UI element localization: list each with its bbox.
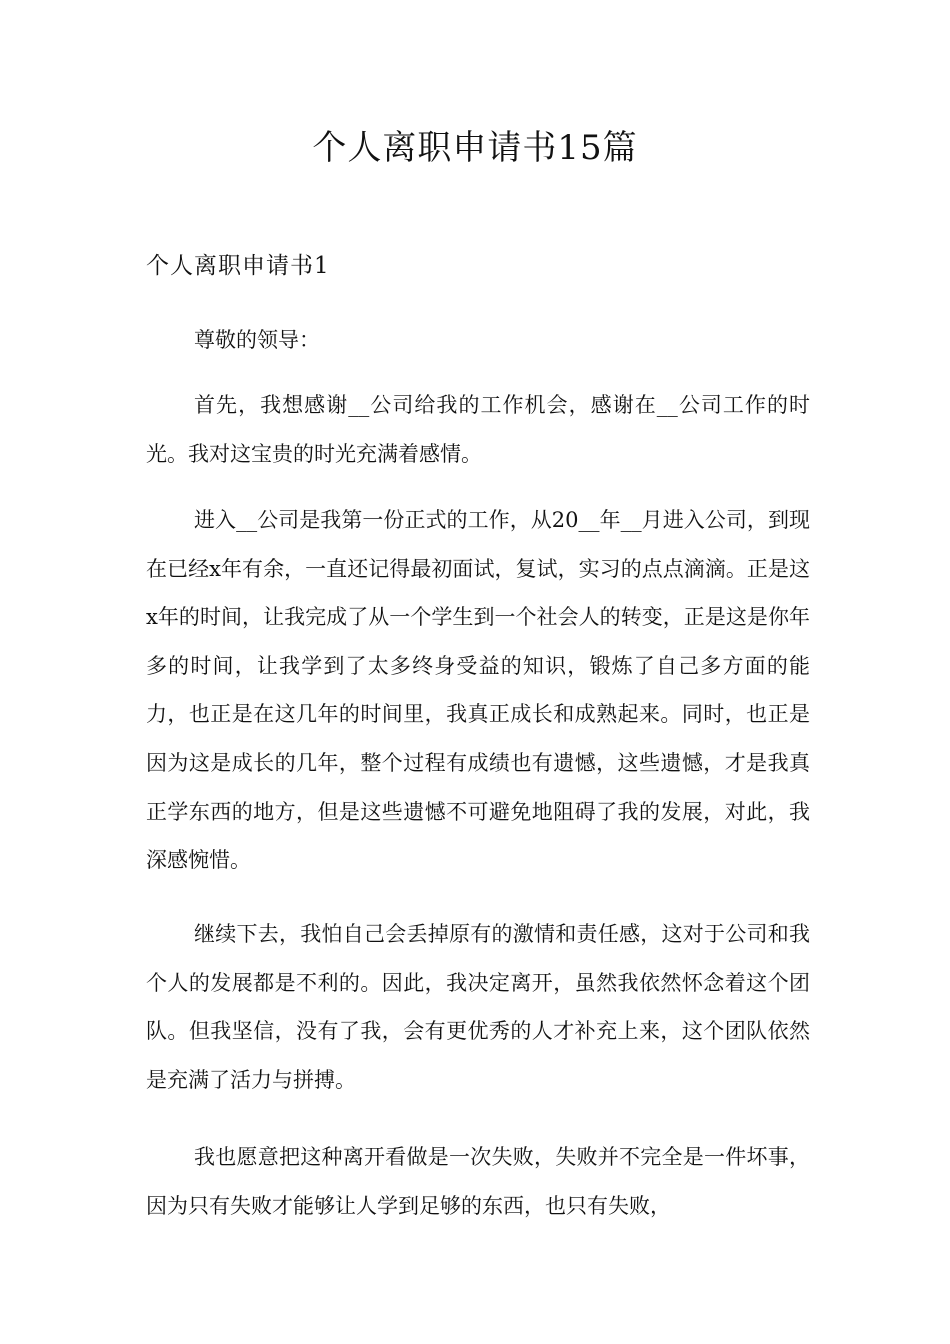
document-title: 个人离职申请书15篇	[312, 128, 638, 168]
body-paragraph: 进入__公司是我第一份正式的工作，从20__年__月进入公司，到现在已经x年有余，一直还记得最初面试，复试，实习的点点滴滴。正是这x年的时间，让我完成了从一个学生到一个社会人的转变，正是这是你年多的时间，让我学到了太多终身受益的知识，锻炼了自己多方面的能力，也正是在这几年的时间里，我真正成长和成熟起来。同时，也正是因为这是成长的几年，整个过程有成绩也有遗憾，这些遗憾，才是我真正学东西的地方，但是这些遗憾不可避免地阻碍了我的发展，对此，我深感惋惜。	[146, 508, 810, 873]
body-paragraph: 继续下去，我怕自己会丢掉原有的激情和责任感，这对于公司和我个人的发展都是不利的。因此，我决定离开，虽然我依然怀念着这个团队。但我坚信，没有了我，会有更优秀的人才补充上来，这个团队依然是充满了活力与拼搏。	[146, 922, 810, 1092]
body-paragraph: 我也愿意把这种离开看做是一次失败，失败并不完全是一件坏事，因为只有失败才能够让人学到足够的东西，也只有失败，	[146, 1145, 810, 1218]
section-heading: 个人离职申请书1	[146, 253, 330, 279]
body-paragraph: 首先，我想感谢__公司给我的工作机会，感谢在__公司工作的时光。我对这宝贵的时光充满着感情。	[146, 393, 810, 466]
salutation: 尊敬的领导：	[194, 328, 320, 352]
